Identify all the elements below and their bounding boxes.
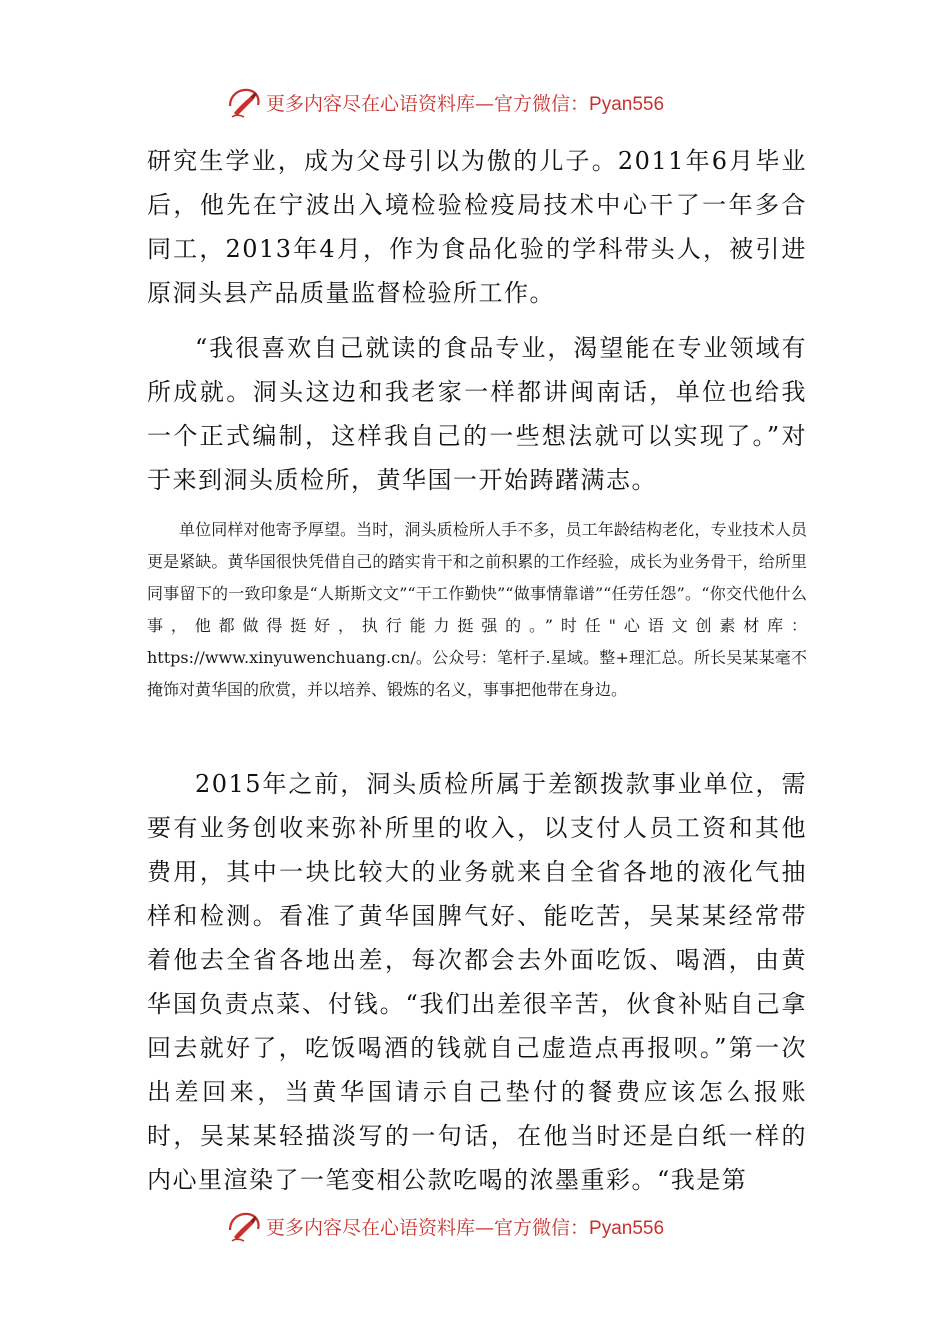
pen-nib-logo-icon <box>226 86 262 122</box>
header-wechat-id: Pyan556 <box>589 94 665 115</box>
pen-nib-logo-icon <box>226 1210 262 1246</box>
paragraph-3: 单位同样对他寄予厚望。当时，洞头质检所人手不多，员工年龄结构老化，专业技术人员更是紧缺。黄华国很快凭借自己的踏实肯干和之前积累的工作经验，成长为业务骨干，给所里同事留下的一致印象是“人斯斯文文”“干工作勤快”“做事情靠谱”“任劳任怨”。“你交代他什么事，他都做得挺好，执行能力挺强的。”时任"心语文创素材库：https://www.xinyuwenchuang.cn/。公众号：笔杆子.星域。整+理汇总。所长吴某某毫不掩饰对黄华国的欣赏，并以培养、锻炼的名义，事事把他带在身边。 <box>147 520 807 699</box>
paragraph-1: 研究生学业，成为父母引以为傲的儿子。2011年6月毕业后，他先在宁波出入境检验检疫局技术中心干了一年多合同工，2013年4月，作为食品化验的学科带头人，被引进原洞头县产品质量监督检验所工作。 <box>147 147 807 307</box>
footer-banner-label: 更多内容尽在心语资料库—官方微信： <box>266 1217 590 1239</box>
paragraph-4: 2015年之前，洞头质检所属于差额拨款事业单位，需要有业务创收来弥补所里的收入，以支付人员工资和其他费用，其中一块比较大的业务就来自全省各地的液化气抽样和检测。看准了黄华国脾气好、能吃苦，吴某某经常带着他去全省各地出差，每次都会去外面吃饭、喝酒，由黄华国负责点菜、付钱。“我们出差很辛苦，伙食补贴自己拿回去就好了，吃饭喝酒的钱就自己虚造点再报呗。”第一次出差回来，当黄华国请示自己垫付的餐费应该怎么报账时，吴某某轻描淡写的一句话，在他当时还是白纸一样的内心里渲染了一笔变相公款吃喝的浓墨重彩。“我是第 <box>147 770 807 1194</box>
header-banner[interactable] <box>0 84 950 124</box>
footer-banner[interactable] <box>0 1208 950 1248</box>
header-banner-label: 更多内容尽在心语资料库—官方微信： <box>266 93 590 115</box>
footer-banner-text <box>266 1212 664 1244</box>
footer-wechat-id: Pyan556 <box>589 1218 665 1239</box>
paragraph-2: “我很喜欢自己就读的食品专业，渴望能在专业领域有所成就。洞头这边和我老家一样都讲闽南话，单位也给我一个正式编制，这样我自己的一些想法就可以实现了。”对于来到洞头质检所，黄华国一开始踌躇满志。 <box>147 334 807 494</box>
header-banner-text <box>266 88 664 120</box>
